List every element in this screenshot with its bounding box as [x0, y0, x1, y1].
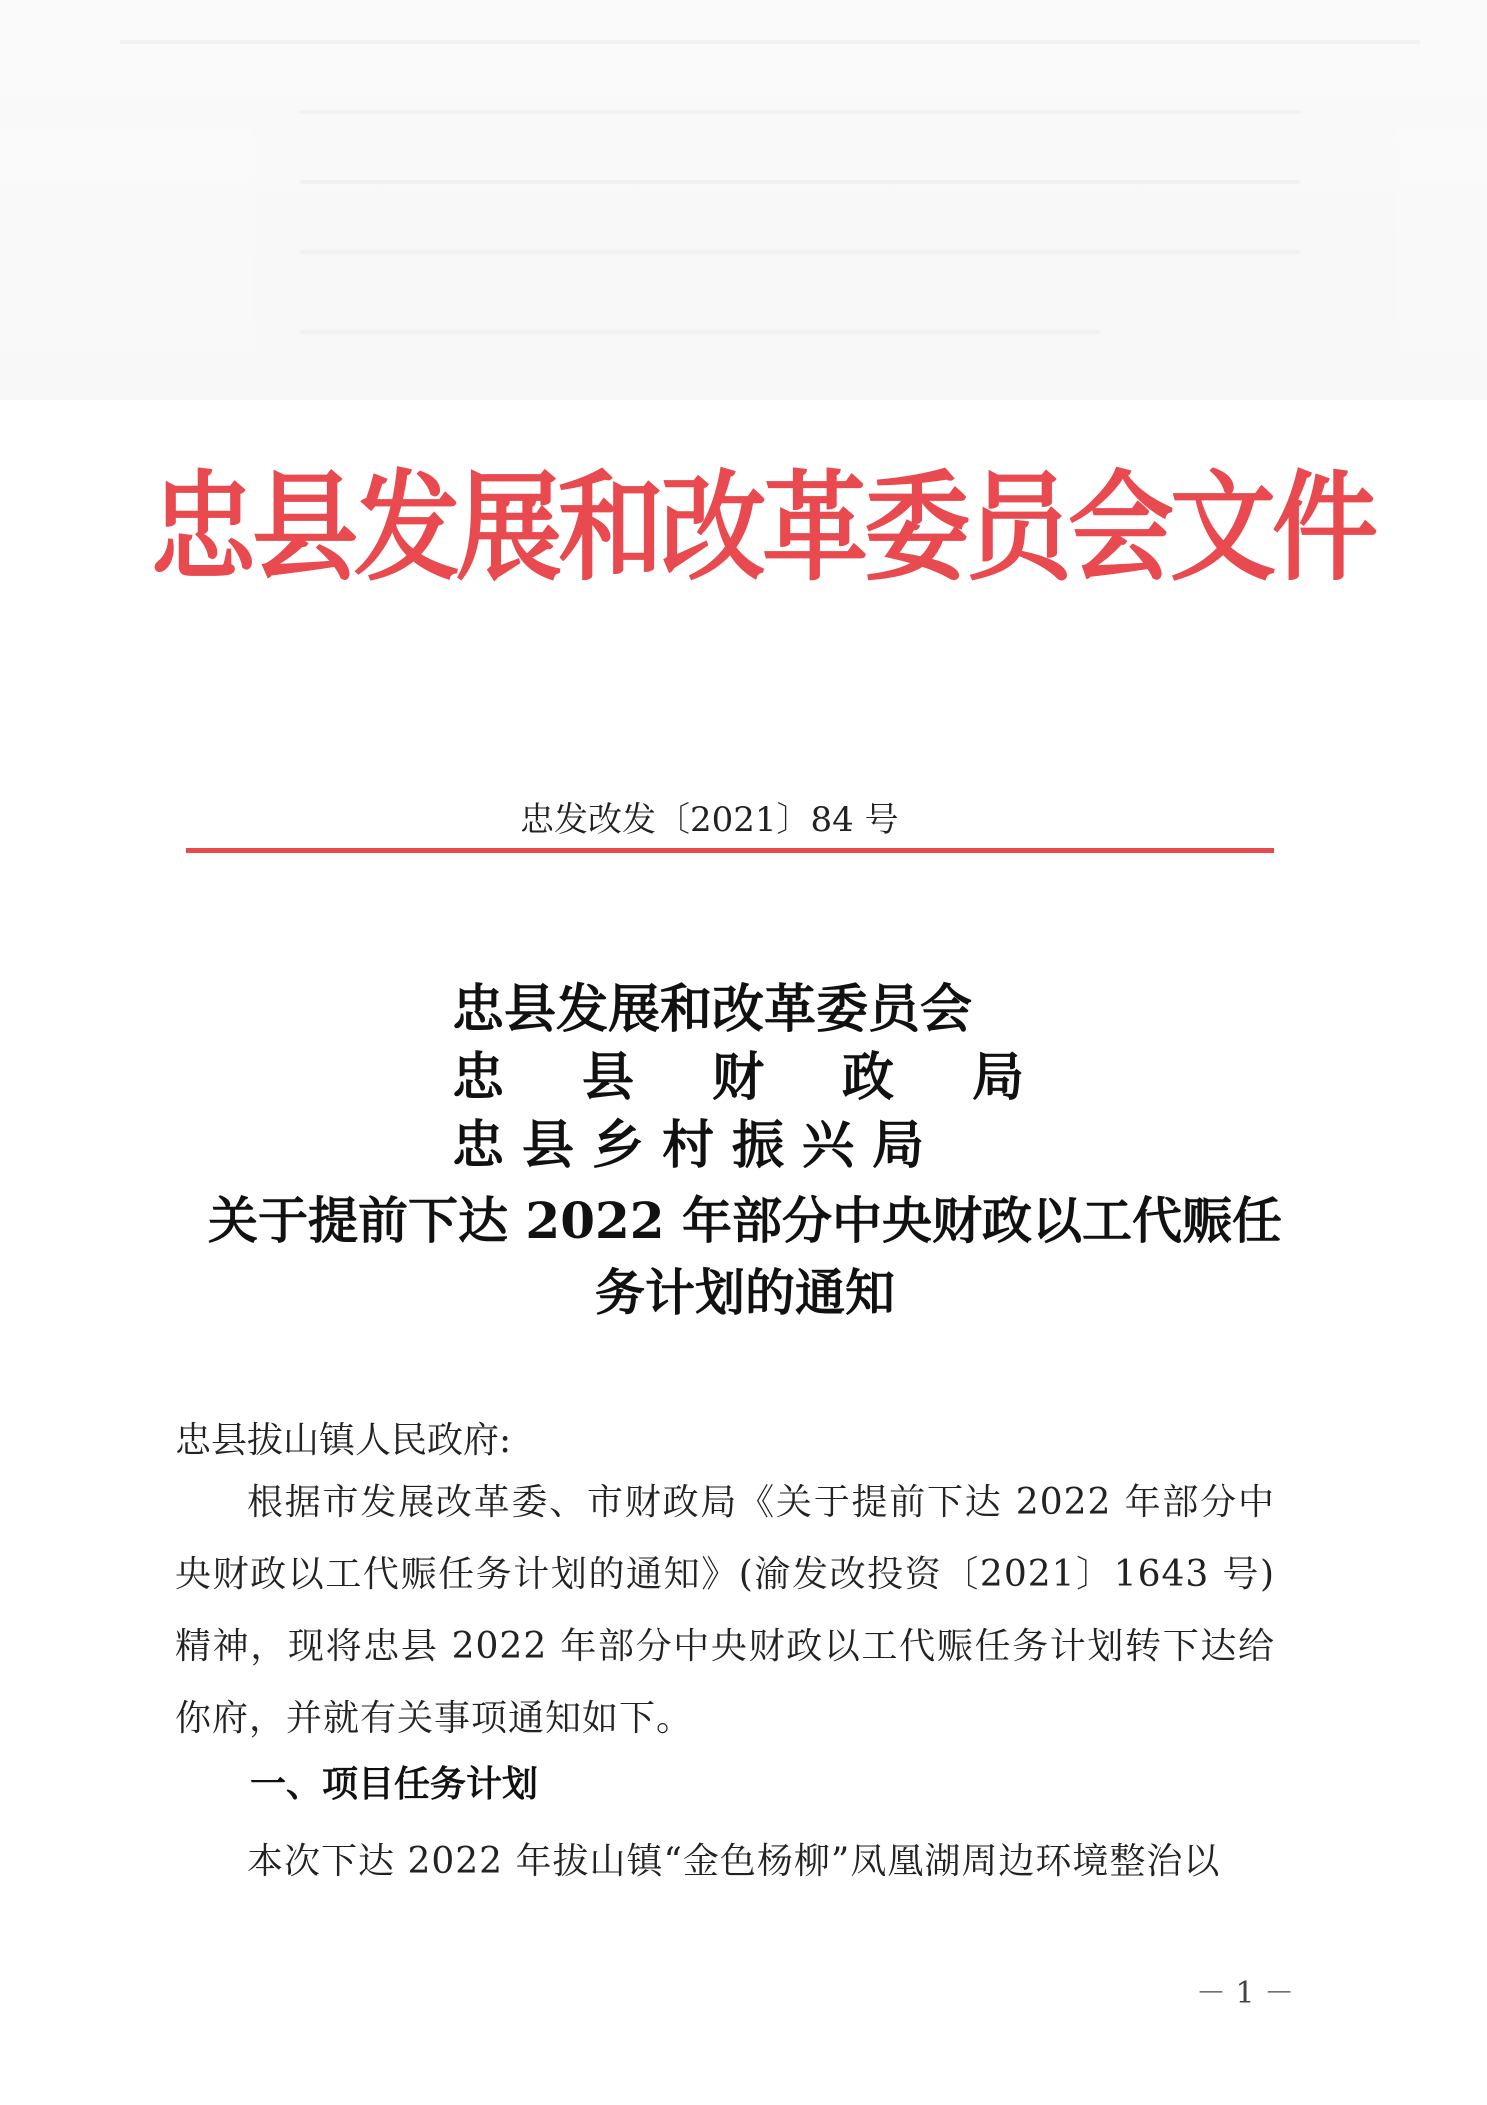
body-paragraph-2: 本次下达 2022 年拔山镇“金色杨柳”凤凰湖周边环境整治以 [247, 1841, 1221, 1882]
body-paragraph-1: 根据市发展改革委、市财政局《关于提前下达 2022 年部分中央财政以工代赈任务计划的通知》(渝发改投资〔2021〕1643 号)精神，现将忠县 2022 年部分中央财政以工代赈任务计划转下达给你府，并就有关事项通知如下。 [175, 1482, 1275, 1739]
recipient-line: 忠县拔山镇人民政府: [175, 1420, 512, 1461]
document-header-title: 忠县发展和改革委员会文件 [150, 456, 1374, 597]
notice-subject: 关于提前下达 2022 年部分中央财政以工代赈任务计划的通知 [208, 1191, 1282, 1322]
section-heading-1: 一、项目任务计划 [250, 1764, 539, 1805]
issuer-rural-revitalization-bureau: 忠县乡村振兴局 [452, 1115, 943, 1176]
issuer-ndrc: 忠县发展和改革委员会 [452, 979, 973, 1040]
issuer-finance-bureau: 忠县财政局 [452, 1047, 1103, 1108]
page-number: － 1 － [1196, 1976, 1295, 2011]
document-number: 忠发改发〔2021〕84 号 [520, 800, 899, 840]
scan-bleed-through [0, 0, 1487, 400]
red-divider-line [186, 848, 1274, 853]
